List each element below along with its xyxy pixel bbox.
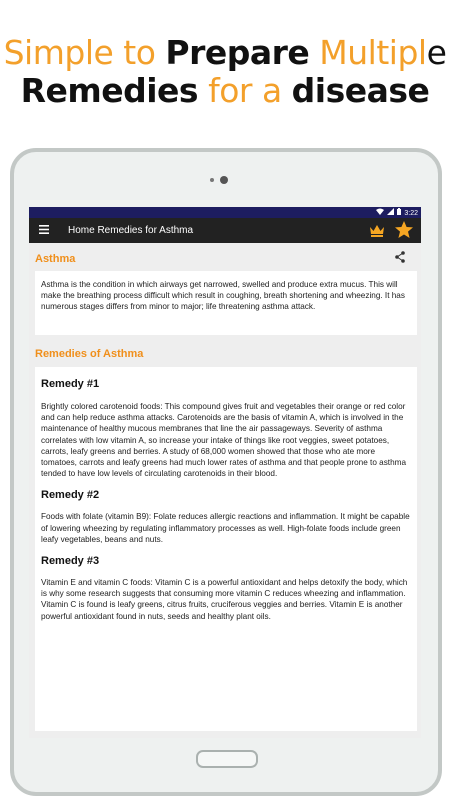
promo-text: e — [426, 33, 447, 72]
app-screen — [29, 207, 421, 738]
app-toolbar — [29, 218, 421, 243]
intro-text: Asthma is the condition in which airways get narrowed, swelled and produce extra mucus. This will make the breathing process difficult which result in coughing, breath shortening and wheezing. It has numerous stages differs from minor to major; life threatening asthma attack. — [41, 280, 405, 312]
tablet-home-button[interactable] — [196, 750, 258, 768]
section-heading-asthma: Asthma — [35, 253, 76, 265]
remedy-text: Foods with folate (vitamin B9): Folate reduces allergic reactions and inflammation. It might be capable of lowering wheezing by regulating inflammatory processes as well. High-folate foods include green leafy vegetables, beans and nuts. — [41, 512, 410, 544]
camera-lens — [220, 176, 228, 184]
remedy-text: Vitamin E and vitamin C foods: Vitamin C is a powerful antioxidant and helps detoxify the body, which is why some research suggests that consuming more vitamin C reduces wheezing and inflammation. Vitamin C is found is leafy greens, citrus fruits, cruciferous veggies and berries. Vitamin E is another powerful antioxidant found in nuts, seeds and healthy plant oils. — [41, 578, 408, 621]
share-icon[interactable] — [395, 250, 405, 262]
status-bar — [29, 207, 421, 218]
promo-text: Simple to — [3, 33, 166, 72]
promo-text-bold: Prepare — [165, 33, 310, 72]
star-icon[interactable] — [394, 220, 414, 240]
intro-card — [35, 271, 417, 335]
menu-icon[interactable] — [39, 223, 49, 237]
promo-line-2 — [0, 72, 450, 110]
signal-icon — [387, 208, 394, 218]
remedy-title: Remedy #3 — [41, 555, 100, 568]
promo-text: Multipl — [309, 33, 427, 72]
status-time: 3:22 — [404, 209, 418, 217]
remedy-title: Remedy #1 — [41, 378, 100, 390]
promo-line-1 — [0, 34, 450, 72]
remedies-card — [35, 367, 417, 731]
promo-text-bold: disease — [291, 71, 430, 110]
promo-text-bold: Remedies — [20, 71, 199, 110]
promo-headline — [0, 34, 450, 110]
battery-icon — [397, 208, 401, 218]
sensor-dot — [210, 178, 214, 182]
tablet-camera — [210, 176, 228, 184]
crown-icon[interactable] — [368, 223, 386, 237]
toolbar-title: Home Remedies for Asthma — [68, 225, 194, 236]
remedy-text: Brightly colored carotenoid foods: This compound gives fruit and vegetables their orange or red color and can help reduce asthma attacks. Carotenoids are the basis of vitamin A, which is involved in the maintenance of healthy mucous membranes that line the air passageways. Severity of asthma correlates with low vitamin A, so increase your intake of things like root veggies, sweet potatoes, carrots, leafy greens and berries. A study of 68,000 women showed that those who ate more tomatoes, carrots and leafy greens had much lower rates of asthma and that people prone to asthma tended to have low levels of circulating carotenoids in their blood. — [41, 402, 407, 479]
status-icons — [376, 208, 418, 218]
promo-text: for a — [198, 71, 292, 110]
remedy-title: Remedy #2 — [41, 489, 100, 502]
section-heading-remedies: Remedies of Asthma — [35, 348, 144, 360]
wifi-icon — [376, 208, 384, 218]
